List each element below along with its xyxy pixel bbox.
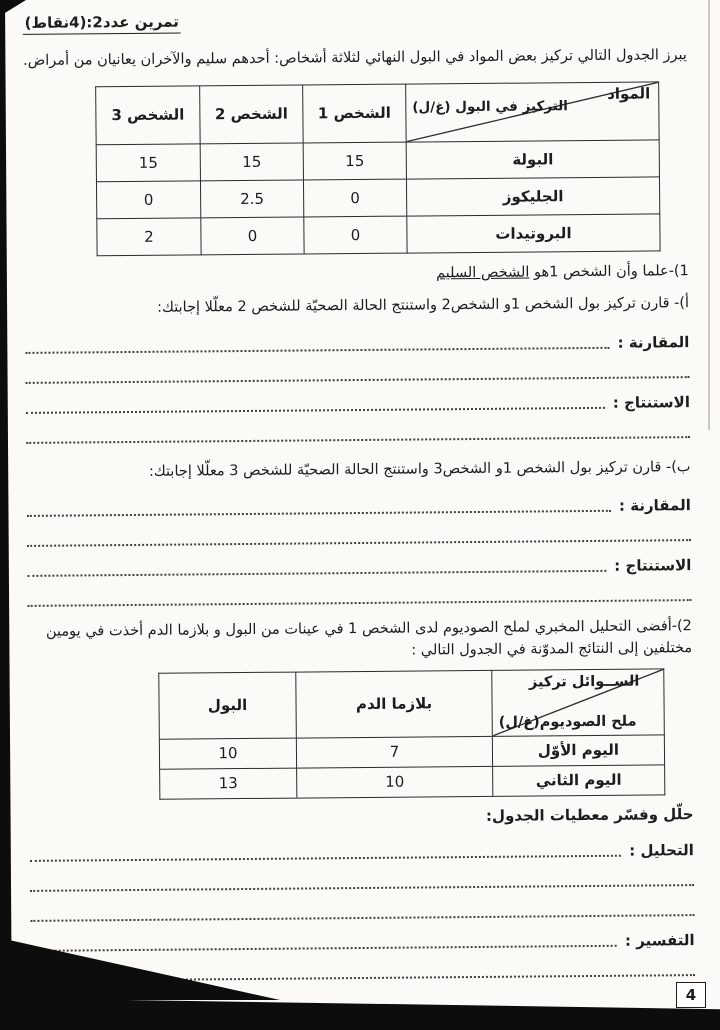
value-uree-p2: 15 xyxy=(200,143,303,181)
dotted-fill xyxy=(31,945,617,952)
value-proteins-p1: 0 xyxy=(304,216,407,254)
dotted-fill xyxy=(27,570,606,577)
corner-label-liquids: الســوائل تركيز xyxy=(528,673,640,691)
corner-label-materials: المواد xyxy=(607,84,651,103)
comparison-label: المقارنة : xyxy=(617,332,690,352)
intro-paragraph: يبرز الجدول التالي تركيز بعض المواد في البول النهائي لثلاثة أشخاص: أحدهم سليم والآخران يعانيان من أمراض. xyxy=(23,47,687,69)
row-label-glucose: الجليكوز xyxy=(406,177,659,216)
analysis-label: التحليل : xyxy=(629,840,694,860)
answer-line xyxy=(27,576,691,612)
value-uree-p3: 15 xyxy=(96,144,200,182)
conclusion-label: الاستنتاج : xyxy=(612,392,691,412)
answer-block-a xyxy=(25,323,690,449)
value-proteins-p3: 2 xyxy=(97,218,201,256)
value-glucose-p2: 2.5 xyxy=(200,180,303,218)
dotted-fill xyxy=(26,436,690,444)
table2-col-urine: البول xyxy=(159,672,297,739)
scan-edge-line xyxy=(708,0,710,430)
interpretation-label: التفسير : xyxy=(624,930,695,950)
table1-header-row xyxy=(96,82,659,145)
dotted-fill xyxy=(25,346,609,353)
row-label-proteins: البروتيدات xyxy=(407,214,660,253)
answer-block-q2 xyxy=(30,831,695,987)
question1b-text: ب)- قارن تركيز بول الشخص 1و الشخص3 واستنتج الحالة الصحيّة للشخص 3 معلّلا إجابتك: xyxy=(148,458,691,480)
conclusion-label: الاستنتاج : xyxy=(614,556,692,576)
dotted-fill xyxy=(30,884,694,892)
corner-label-concentration: التركيز في البول (غ/ل) xyxy=(412,97,568,116)
value-uree-p1: 15 xyxy=(303,142,406,180)
table2-header-row xyxy=(159,669,665,739)
page-number: 4 xyxy=(676,982,706,1008)
dotted-fill xyxy=(30,854,621,861)
dotted-fill xyxy=(26,376,690,384)
table-row-day1 xyxy=(159,735,664,769)
table2-col-plasma: بلازما الدم xyxy=(296,670,493,738)
dotted-fill xyxy=(30,914,694,922)
question1-intro xyxy=(25,263,689,285)
value-proteins-p2: 0 xyxy=(201,217,304,255)
question2-intro: 2)-أفضى التحليل المخبري لملح الصوديوم لدى الشخص 1 في عينات من البول و بلازما الدم أخذت في يومين مختلفين إلى النتائج المدوّنة في الجدول التالي : xyxy=(45,618,693,659)
value-glucose-p1: 0 xyxy=(303,179,406,217)
table-row-proteins xyxy=(97,214,660,256)
table1-corner-cell xyxy=(406,82,659,142)
value-day1-urine: 10 xyxy=(159,738,296,769)
dotted-fill xyxy=(26,406,605,413)
dotted-fill xyxy=(27,539,691,547)
analyze-prompt: حلّل وفسّر معطيات الجدول: xyxy=(485,804,694,825)
corner-label-salt: ملح الصوديوم(غ/ل) xyxy=(498,713,637,731)
table1-col-person2: الشخص 2 xyxy=(200,85,304,144)
question1-intro-text: 1)-علما وأن الشخص 1هو xyxy=(529,262,689,281)
value-day2-plasma: 10 xyxy=(297,766,493,798)
value-glucose-p3: 0 xyxy=(96,181,200,219)
row-label-day2: اليوم الثاني xyxy=(493,765,665,796)
dotted-fill xyxy=(28,599,692,607)
question1a-text: أ)- قارن تركيز بول الشخص 1و الشخص2 واستنتج الحالة الصحيّة للشخص 2 معلّلا إجابتك: xyxy=(157,294,690,316)
dotted-fill xyxy=(27,510,611,517)
table-row-glucose xyxy=(96,177,659,219)
question1-intro-underlined: الشخص السليم xyxy=(436,264,530,282)
table-row-day2 xyxy=(160,765,665,799)
table1-col-person3: الشخص 3 xyxy=(96,86,201,145)
value-day2-urine: 13 xyxy=(160,768,297,799)
value-day1-plasma: 7 xyxy=(296,736,492,768)
table-row-uree xyxy=(96,140,659,182)
exercise-title: تمرين عدد2:(4نقاط) xyxy=(23,13,181,35)
table1-col-person1: الشخص 1 xyxy=(303,84,407,143)
answer-line xyxy=(26,413,690,449)
comparison-label: المقارنة : xyxy=(618,496,691,515)
sodium-salt-table xyxy=(158,668,665,799)
table2-corner-cell xyxy=(492,669,665,736)
row-label-uree: البولة xyxy=(406,140,659,179)
title-row xyxy=(23,7,687,35)
urine-concentration-table xyxy=(95,81,660,256)
row-label-day1: اليوم الأوّل xyxy=(492,735,664,766)
answer-block-b xyxy=(27,486,692,612)
